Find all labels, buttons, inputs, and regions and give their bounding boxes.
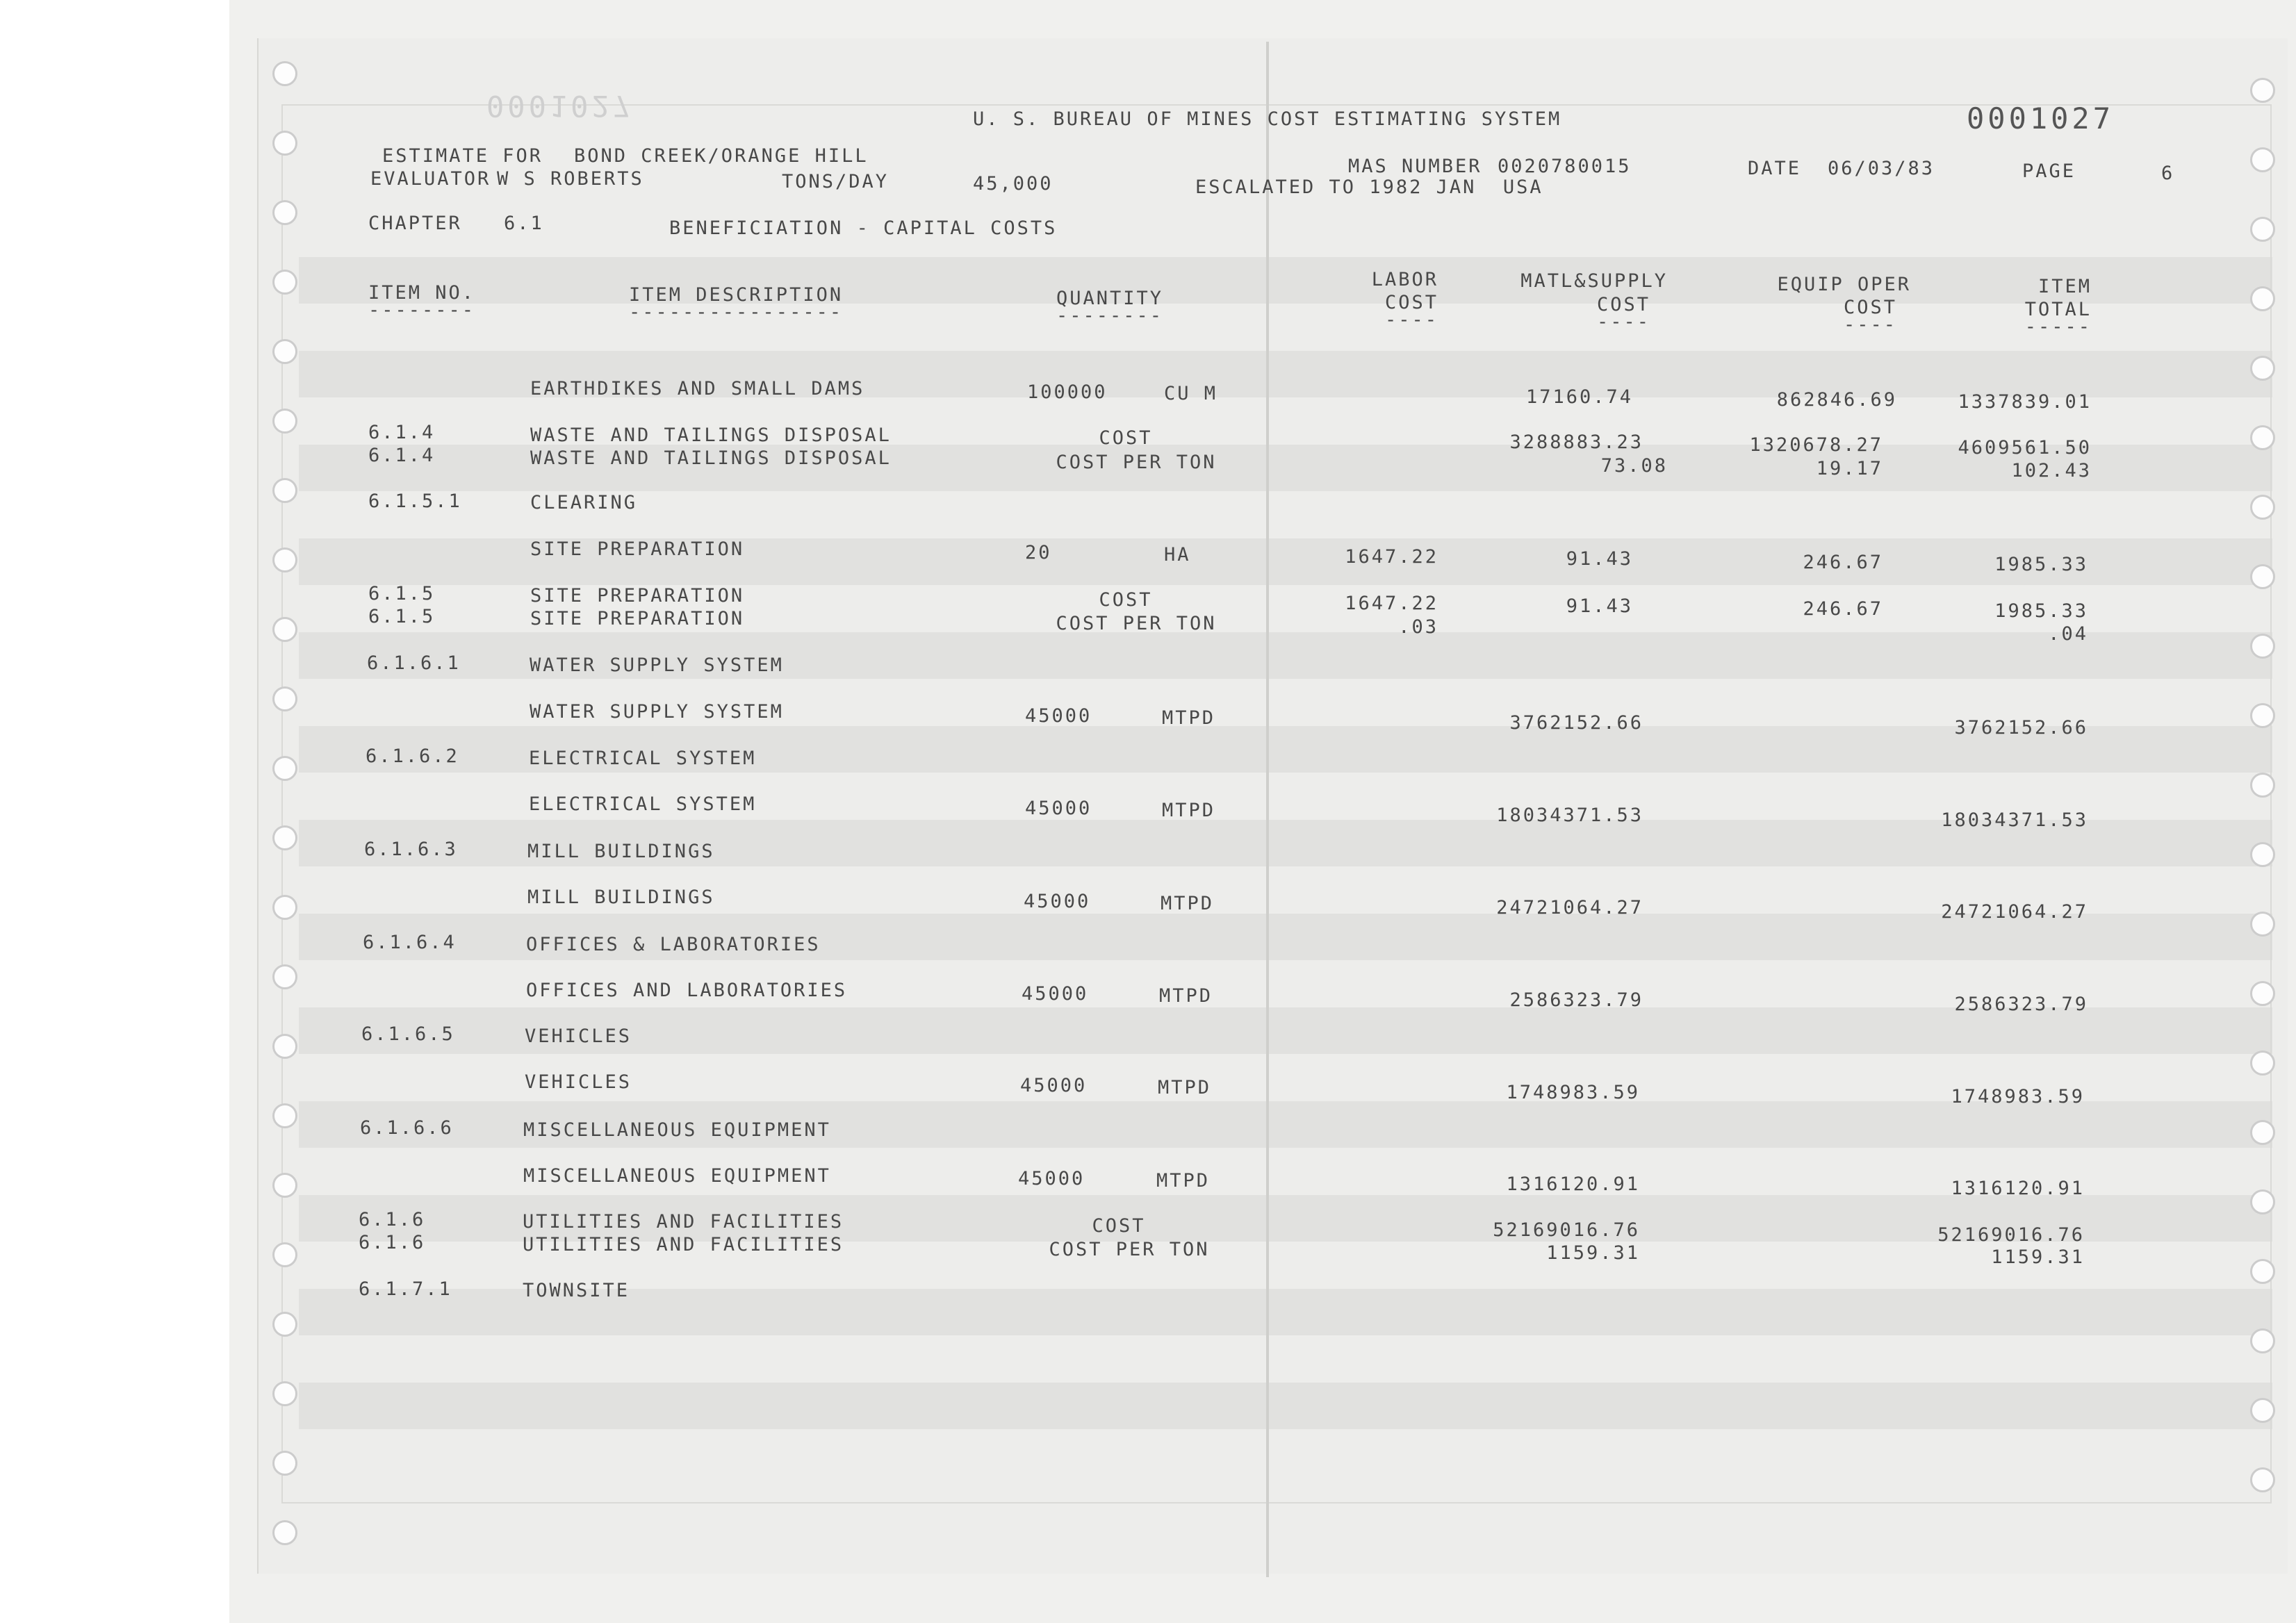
feed-hole-icon (272, 617, 297, 642)
row-item-total: .04 (2048, 623, 2088, 645)
chapter-label: CHAPTER (368, 213, 462, 234)
row-description: SITE PREPARATION (530, 585, 745, 607)
row-item-total: 1748983.59 (1951, 1086, 2085, 1107)
feed-hole-icon (2250, 1328, 2275, 1353)
row-matl-cost: 18034371.53 (1496, 805, 1643, 826)
row-description: ELECTRICAL SYSTEM (529, 793, 757, 815)
feed-hole-icon (2250, 356, 2275, 381)
col-header-total-1: ITEM (2037, 276, 2092, 297)
col-rule-quantity: -------- (1056, 305, 1164, 327)
feed-hole-icon (2250, 981, 2275, 1006)
row-quantity-text: COST (1099, 427, 1153, 449)
feed-hole-icon (272, 756, 297, 781)
row-matl-cost: 24721064.27 (1496, 897, 1643, 918)
row-item-no: 6.1.6.4 (363, 932, 457, 953)
row-item-total: 2586323.79 (1954, 994, 2088, 1015)
row-item-total: 3762152.66 (1954, 717, 2088, 739)
feed-hole-icon (272, 1381, 297, 1406)
feed-hole-icon (2250, 564, 2275, 589)
feed-hole-icon (2250, 78, 2275, 103)
row-description: SITE PREPARATION (530, 538, 745, 560)
col-header-labor-2: COST (1384, 292, 1438, 313)
row-unit: MTPD (1162, 800, 1216, 821)
feed-hole-icon (272, 409, 297, 434)
row-quantity: 45000 (1020, 1075, 1088, 1096)
col-header-quantity: QUANTITY (1056, 288, 1164, 309)
row-item-no: 6.1.6.2 (366, 745, 459, 767)
row-quantity: 45000 (1025, 798, 1092, 819)
row-description: VEHICLES (525, 1071, 632, 1093)
row-description: WASTE AND TAILINGS DISPOSAL (530, 447, 892, 469)
row-item-total: 102.43 (2011, 460, 2092, 481)
row-quantity-text: COST PER TON (1056, 452, 1217, 473)
estimate-value: BOND CREEK/ORANGE HILL (574, 145, 869, 167)
feed-hole-icon (2250, 1467, 2275, 1492)
estimate-label: ESTIMATE FOR (382, 145, 543, 167)
chapter-value: 6.1 (504, 213, 544, 234)
feed-hole-icon (272, 478, 297, 503)
row-item-no: 6.1.5 (368, 583, 436, 604)
date-value: 06/03/83 (1828, 158, 1935, 179)
feed-hole-icon (2250, 217, 2275, 242)
row-matl-cost: 1748983.59 (1506, 1082, 1640, 1103)
feed-hole-icon (272, 1103, 297, 1128)
row-matl-cost: 52169016.76 (1493, 1219, 1640, 1241)
show-through-number: 0001027 (486, 89, 634, 123)
row-description: WATER SUPPLY SYSTEM (530, 654, 784, 676)
row-matl-cost: 17160.74 (1525, 386, 1633, 408)
col-header-matl-2: COST (1596, 294, 1650, 315)
row-item-no: 6.1.6 (359, 1209, 426, 1230)
row-quantity-text: COST (1099, 589, 1153, 611)
row-labor-cost: .03 (1398, 616, 1438, 638)
row-item-no: 6.1.4 (368, 445, 436, 466)
row-description: EARTHDIKES AND SMALL DAMS (530, 378, 865, 399)
feed-hole-icon (2250, 1398, 2275, 1423)
escalation-note: ESCALATED TO 1982 JAN USA (1195, 176, 1543, 198)
row-matl-cost: 2586323.79 (1509, 989, 1643, 1011)
row-item-no: 6.1.6.6 (360, 1117, 454, 1139)
col-header-equip-2: COST (1843, 297, 1897, 318)
tons-per-day-label: TONS/DAY (782, 171, 889, 192)
row-item-total: 4609561.50 (1958, 437, 2092, 459)
evaluator-label: EVALUATOR (370, 168, 491, 190)
col-header-description: ITEM DESCRIPTION (629, 284, 844, 306)
row-quantity-text: COST (1092, 1215, 1146, 1237)
feed-hole-icon (272, 1034, 297, 1059)
row-equip-cost: 246.67 (1803, 552, 1883, 573)
chapter-title: BENEFICIATION - CAPITAL COSTS (669, 217, 1058, 239)
row-quantity: 20 (1025, 542, 1052, 563)
row-equip-cost: 1320678.27 (1749, 434, 1883, 456)
feed-hole-icon (272, 131, 297, 156)
row-item-total: 1985.33 (1994, 600, 2088, 622)
row-unit: CU M (1164, 383, 1218, 404)
feed-hole-icon (272, 61, 297, 86)
row-matl-cost: 3762152.66 (1509, 712, 1643, 734)
row-quantity: 100000 (1027, 381, 1108, 403)
row-description: UTILITIES AND FACILITIES (523, 1211, 844, 1233)
row-item-total: 1159.31 (1991, 1246, 2085, 1268)
row-item-total: 1337839.01 (1958, 391, 2092, 413)
col-rule-item-no: -------- (368, 299, 476, 321)
feed-hole-icon (2250, 773, 2275, 798)
col-rule-equip: ---- (1843, 314, 1897, 336)
col-header-equip-1: EQUIP OPER (1777, 274, 1911, 295)
feed-hole-icon (2250, 1120, 2275, 1145)
row-description: OFFICES & LABORATORIES (526, 934, 821, 955)
col-rule-matl: ---- (1596, 311, 1650, 333)
feed-hole-icon (272, 200, 297, 225)
feed-hole-icon (2250, 842, 2275, 867)
feed-hole-icon (2250, 495, 2275, 520)
control-number: 0001027 (1967, 101, 2115, 135)
feed-hole-icon (2250, 1051, 2275, 1076)
row-equip-cost: 862846.69 (1776, 389, 1897, 411)
mas-number-label: MAS NUMBER (1348, 156, 1482, 177)
row-description: MILL BUILDINGS (527, 887, 715, 908)
row-item-no: 6.1.4 (368, 422, 436, 443)
col-header-total-2: TOTAL (2024, 299, 2092, 320)
feed-hole-icon (2250, 912, 2275, 937)
feed-hole-icon (272, 1451, 297, 1476)
feed-hole-icon (2250, 1189, 2275, 1214)
row-quantity-text: COST PER TON (1049, 1239, 1210, 1260)
row-matl-cost: 3288883.23 (1509, 431, 1643, 453)
feed-hole-icon (2250, 634, 2275, 659)
row-matl-cost: 1316120.91 (1506, 1173, 1640, 1195)
row-item-no: 6.1.5 (368, 606, 436, 627)
row-unit: MTPD (1156, 1170, 1211, 1192)
feed-hole-icon (272, 547, 297, 572)
feed-hole-icon (2250, 286, 2275, 311)
row-description: TOWNSITE (523, 1280, 630, 1301)
row-description: MISCELLANEOUS EQUIPMENT (523, 1165, 831, 1187)
col-header-matl-1: MATL&SUPPLY (1520, 270, 1668, 292)
col-header-item-no: ITEM NO. (368, 282, 476, 304)
feed-hole-icon (272, 1242, 297, 1267)
row-unit: MTPD (1161, 893, 1215, 914)
row-description: VEHICLES (525, 1025, 632, 1047)
row-item-total: 52169016.76 (1937, 1224, 2085, 1246)
row-labor-cost: 1647.22 (1345, 546, 1438, 568)
page-label: PAGE (2022, 160, 2076, 182)
row-description: MILL BUILDINGS (527, 841, 715, 862)
col-header-labor-1: LABOR (1371, 269, 1438, 290)
row-matl-cost: 91.43 (1566, 548, 1633, 570)
feed-hole-icon (272, 270, 297, 295)
col-rule-description: ---------------- (629, 302, 844, 323)
row-matl-cost: 1159.31 (1546, 1242, 1640, 1264)
row-labor-cost: 1647.22 (1345, 593, 1438, 614)
date-label: DATE (1748, 158, 1802, 179)
tons-per-day-value: 45,000 (973, 173, 1053, 195)
row-unit: MTPD (1162, 707, 1216, 729)
col-rule-total: ----- (2024, 316, 2092, 338)
evaluator-value: W S ROBERTS (497, 168, 644, 190)
row-item-total: 1985.33 (1994, 554, 2088, 575)
row-item-no: 6.1.5.1 (368, 491, 462, 512)
row-unit: MTPD (1159, 985, 1213, 1007)
row-item-no: 6.1.7.1 (359, 1278, 452, 1300)
row-quantity: 45000 (1024, 891, 1091, 912)
feed-hole-icon (2250, 703, 2275, 728)
feed-hole-icon (272, 1312, 297, 1337)
feed-hole-icon (272, 964, 297, 989)
row-unit: MTPD (1158, 1077, 1212, 1098)
feed-hole-icon (272, 686, 297, 711)
row-item-no: 6.1.6.5 (361, 1023, 455, 1045)
row-quantity: 45000 (1025, 705, 1092, 727)
row-description: OFFICES AND LABORATORIES (526, 980, 848, 1001)
system-title: U. S. BUREAU OF MINES COST ESTIMATING SYSTEM (973, 108, 1562, 130)
paper-fold-line (1266, 42, 1269, 1577)
row-description: CLEARING (530, 492, 638, 513)
row-item-total: 1316120.91 (1951, 1178, 2085, 1199)
row-equip-cost: 246.67 (1803, 598, 1883, 620)
row-item-no: 6.1.6 (359, 1232, 426, 1253)
feed-hole-icon (272, 1173, 297, 1198)
row-item-no: 6.1.6.1 (367, 652, 461, 674)
row-description: WATER SUPPLY SYSTEM (530, 701, 784, 723)
row-description: MISCELLANEOUS EQUIPMENT (523, 1119, 831, 1141)
feed-hole-icon (2250, 147, 2275, 172)
row-equip-cost: 19.17 (1816, 458, 1883, 479)
feed-hole-icon (272, 825, 297, 850)
feed-hole-icon (272, 895, 297, 920)
row-quantity: 45000 (1018, 1168, 1085, 1189)
row-description: ELECTRICAL SYSTEM (529, 748, 757, 769)
row-description: UTILITIES AND FACILITIES (523, 1234, 844, 1255)
row-description: WASTE AND TAILINGS DISPOSAL (530, 425, 892, 446)
feed-hole-icon (272, 1520, 297, 1545)
row-description: SITE PREPARATION (530, 608, 745, 629)
row-unit: HA (1164, 544, 1191, 566)
feed-hole-icon (2250, 425, 2275, 450)
row-quantity: 45000 (1022, 983, 1089, 1005)
col-rule-labor: ---- (1384, 309, 1438, 331)
mas-number-value: 0020780015 (1498, 156, 1632, 177)
feed-hole-icon (2250, 1259, 2275, 1284)
row-matl-cost: 91.43 (1566, 595, 1633, 617)
row-matl-cost: 73.08 (1600, 455, 1668, 477)
feed-hole-icon (272, 339, 297, 364)
row-item-total: 24721064.27 (1941, 901, 2088, 923)
row-item-no: 6.1.6.3 (364, 839, 458, 860)
page-value: 6 (2161, 163, 2175, 184)
row-quantity-text: COST PER TON (1056, 613, 1217, 634)
row-item-total: 18034371.53 (1941, 809, 2088, 831)
